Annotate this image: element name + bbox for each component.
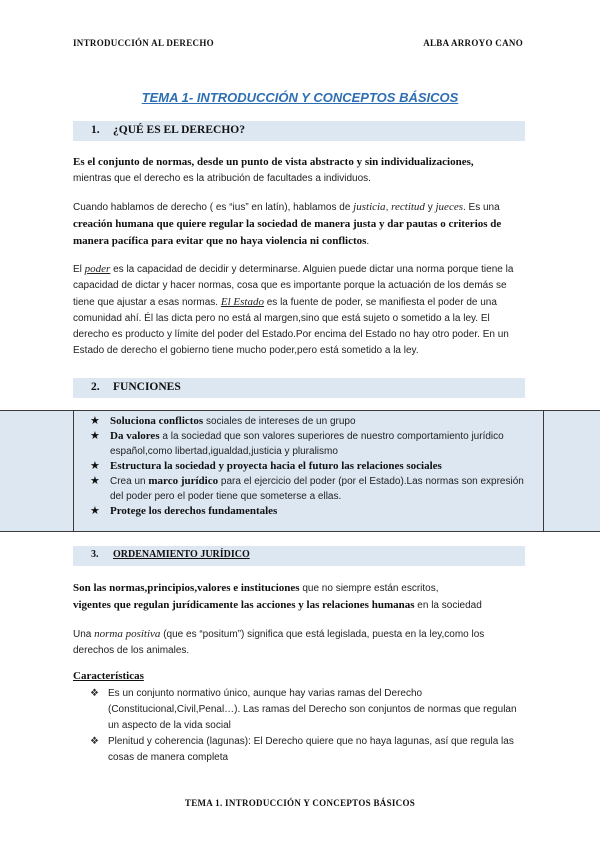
text-run: Una xyxy=(73,629,95,640)
text-run: . Es una xyxy=(462,202,500,213)
text-run: es la capacidad de decidir y determinarse. Alguien puede dictar una norma porque tiene la capacidad de dictar y hacer normas, cosa que es importante porque la actuación de los demás se tiene que ajustar a esas normas. xyxy=(73,264,514,308)
definition-paragraph xyxy=(73,154,528,187)
header-course-title: INTRODUCCIÓN AL DERECHO xyxy=(73,38,214,48)
header-author: ALBA ARROYO CANO xyxy=(423,38,523,48)
star-bullet-icon: ★ xyxy=(90,430,100,442)
list-item xyxy=(90,429,530,459)
item-bold: marco jurídico xyxy=(148,475,219,487)
footer-chapter: TEMA 1. INTRODUCCIÓN Y CONCEPTOS BÁSICOS xyxy=(184,798,416,808)
star-bullet-icon: ★ xyxy=(90,460,100,472)
power-paragraph xyxy=(73,261,528,359)
list-item xyxy=(90,459,530,474)
section-3-heading xyxy=(73,546,525,566)
item-bold: Protege los derechos fundamentales xyxy=(110,505,278,517)
item-bold: Soluciona conflictos xyxy=(110,415,204,427)
item-italic: Plenitud y coherencia xyxy=(108,736,204,747)
bold-definition: creación humana que quiere regular la sociedad de manera justa y dar pautas o criterios de manera pacífica para evitar que no haya violencia ni conflictos xyxy=(73,218,502,247)
item-text: Crea un xyxy=(110,476,149,487)
item-text: a la sociedad que son valores superiores de nuestro comportamiento jurídico español,como libertad,igualdad,justicia y pluralismo xyxy=(110,431,504,457)
star-bullet-icon: ★ xyxy=(90,415,100,427)
text-run: en la sociedad xyxy=(414,600,482,611)
star-bullet-icon: ★ xyxy=(90,475,100,487)
section-1-title: ¿QUÉ ES EL DERECHO? xyxy=(113,124,245,136)
list-item xyxy=(90,734,530,766)
item-text: para el ejercicio del poder (por el Estado).Las normas son expresión del poder pero el poder tiene que someterse a ellas. xyxy=(110,476,524,502)
text-run: (que es “positum”) significa que está legislada, puesta en la ley,como los derechos de los animales. xyxy=(73,629,485,656)
section-2-heading xyxy=(73,378,525,398)
section-3-number: 3. xyxy=(91,549,99,560)
list-item xyxy=(90,504,530,519)
text-run: , xyxy=(385,202,392,213)
text-run: es la fuente de poder, se manifiesta el poder de una comunidad ahí. Él las dicta pero no está al margen,sino que está sujeto o sometido a la ley. El derecho es producto y límite del poder del Estado.Por encima del Estado no hay otro poder. En un Estado de derecho el gobierno tiene mucho poder,pero está sometido a la ley. xyxy=(73,297,509,356)
table-border-left xyxy=(73,411,74,531)
functions-list xyxy=(90,414,530,519)
characteristics-list xyxy=(90,686,530,766)
characteristics-heading: Características xyxy=(73,670,144,682)
bold-run: vigentes que regulan jurídicamente las acciones y las relaciones humanas xyxy=(73,599,415,611)
item-bold: Da valores xyxy=(110,430,160,442)
definition-rest: mientras que el derecho es la atribución de facultades a individuos. xyxy=(73,173,371,184)
section-1-number: 1. xyxy=(91,124,100,136)
bold-run: Son las normas,principios,valores e instituciones xyxy=(73,582,300,594)
italic-el-estado: El Estado xyxy=(220,296,264,308)
text-run: . xyxy=(366,236,370,247)
italic-poder: poder xyxy=(84,263,111,275)
item-bold: Estructura la sociedad y proyecta hacia el futuro las relaciones sociales xyxy=(110,460,442,472)
section-2-number: 2. xyxy=(91,381,100,393)
ordenamiento-definition xyxy=(73,580,528,614)
italic-norma-positiva: norma positiva xyxy=(94,628,161,640)
item-italic: conjunto normativo único xyxy=(136,688,248,699)
list-item xyxy=(90,414,530,429)
item-text: (lagunas): El Derecho quiere que no haya lagunas, así que regula las cosas de manera completa xyxy=(108,736,514,763)
page-title: TEMA 1- INTRODUCCIÓN Y CONCEPTOS BÁSICOS xyxy=(141,90,459,105)
star-bullet-icon: ★ xyxy=(90,505,100,517)
positive-norm-paragraph xyxy=(73,626,528,659)
item-text: , aunque hay varias ramas del Derecho (Constitucional,Civil,Penal…). Las ramas del Derecho son conjuntos de normas que regulan un aspecto de la vida social xyxy=(108,688,517,731)
table-border-right xyxy=(543,411,544,531)
text-run: que no siempre están escritos, xyxy=(299,583,439,594)
section-3-title: ORDENAMIENTO JURÍDICO xyxy=(113,549,250,560)
italic-jueces: jueces xyxy=(435,201,463,213)
section-2-title: FUNCIONES xyxy=(113,381,181,393)
section-1-heading xyxy=(73,121,525,141)
item-text: sociales de intereses de un grupo xyxy=(203,416,356,427)
functions-table xyxy=(0,410,600,532)
text-run: Cuando hablamos de derecho ( es “ius” en latín), hablamos de xyxy=(73,202,354,213)
italic-rectitud: rectitud xyxy=(391,201,425,213)
text-run: El xyxy=(73,264,85,275)
item-text: Es un xyxy=(108,688,137,699)
definition-bold: Es el conjunto de normas, desde un punto de vista abstracto y sin individualizaciones, xyxy=(73,156,474,168)
list-item xyxy=(90,686,530,734)
justice-paragraph xyxy=(73,199,528,250)
italic-justicia: justicia xyxy=(353,201,386,213)
diamond-bullet-icon: ❖ xyxy=(90,688,99,699)
text-run: y xyxy=(424,202,436,213)
diamond-bullet-icon: ❖ xyxy=(90,736,99,747)
list-item xyxy=(90,474,530,504)
